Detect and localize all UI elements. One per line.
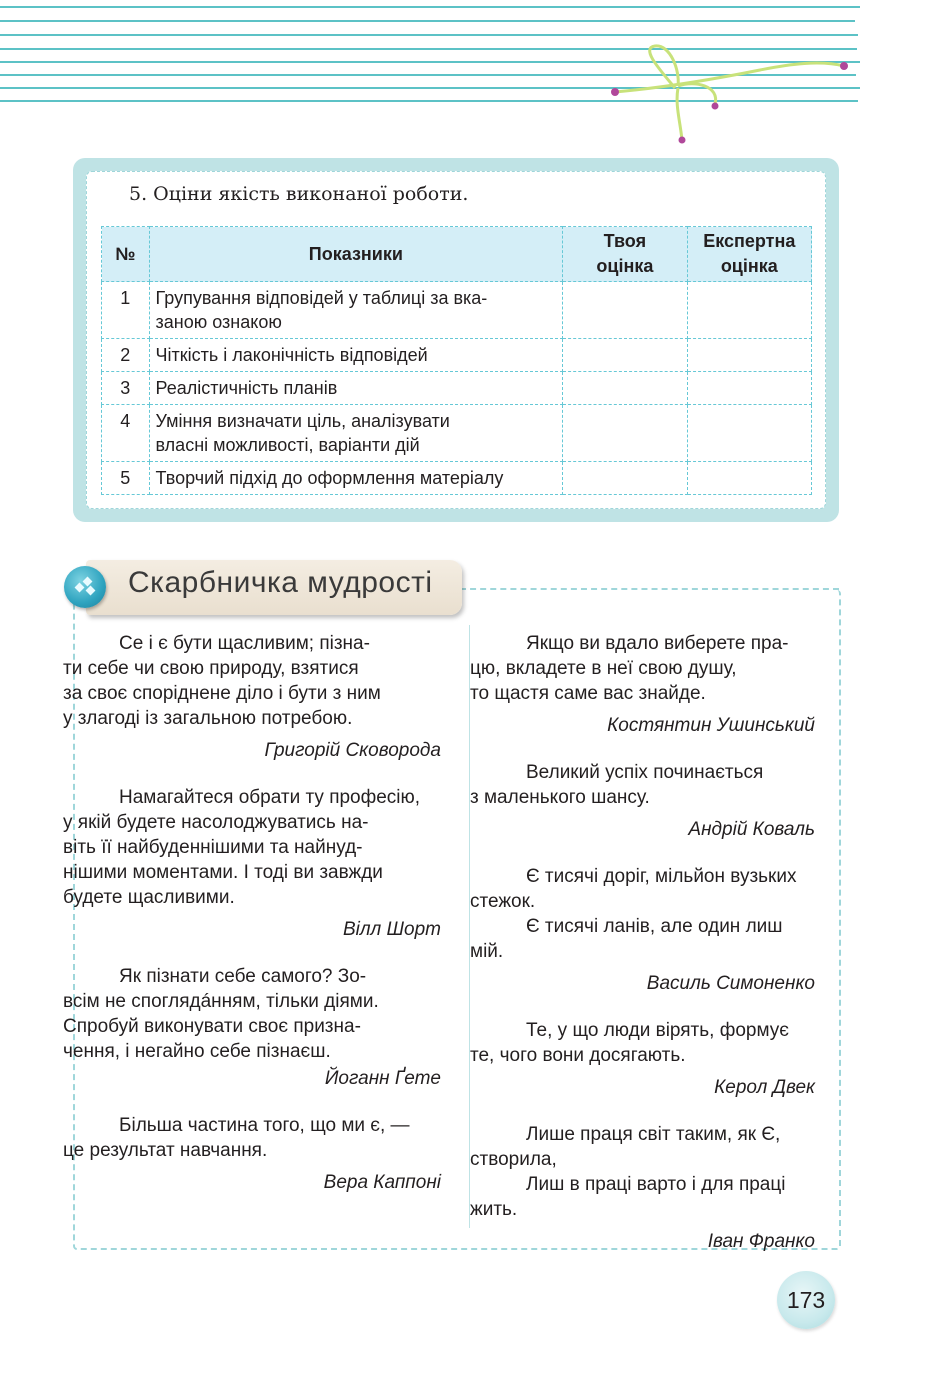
quote-line: те, чого вони досягають. bbox=[470, 1045, 686, 1066]
quote-line: чення, і негайно себе пізнаєш. bbox=[63, 1041, 331, 1062]
quote-author: Керол Двек bbox=[714, 1077, 815, 1098]
quote-author: Андрій Коваль bbox=[688, 819, 815, 840]
quote-line: жить. bbox=[470, 1199, 518, 1220]
quote-line: то щастя саме вас знайде. bbox=[470, 683, 706, 704]
quote bbox=[63, 785, 441, 942]
row-number: 4 bbox=[102, 405, 150, 462]
quote-author: Йоганн Ґете bbox=[324, 1068, 441, 1089]
row-indicator bbox=[149, 282, 563, 339]
quote-line: нішими моментами. І тоді ви завжди bbox=[63, 862, 383, 883]
wisdom-frame-top bbox=[460, 588, 839, 590]
quote bbox=[63, 631, 441, 763]
row-number: 2 bbox=[102, 339, 150, 372]
quote bbox=[470, 1018, 815, 1100]
expert-score-cell[interactable] bbox=[687, 372, 811, 405]
row-indicator: Творчий підхід до оформлення матеріалу bbox=[149, 462, 563, 495]
quote-line: з маленького шансу. bbox=[470, 787, 650, 808]
quote-line: Те, у що люди вірять, формує bbox=[526, 1020, 789, 1041]
page-number: 173 bbox=[777, 1271, 835, 1329]
quote-text bbox=[470, 760, 815, 810]
quote bbox=[470, 1122, 815, 1254]
expert-score-cell[interactable] bbox=[687, 405, 811, 462]
quote-author: Костянтин Ушинський bbox=[607, 715, 815, 736]
quote-line: Лиш в праці варто і для праці bbox=[526, 1174, 786, 1195]
header-expert-line1: Експертна bbox=[703, 231, 796, 251]
quote-line: у якій будете насолоджуватись на- bbox=[63, 812, 369, 833]
quote-author: Вера Каппоні bbox=[323, 1172, 441, 1193]
quote-line: Є тисячі ланів, але один лиш bbox=[526, 916, 783, 937]
quote-text bbox=[63, 1113, 441, 1163]
quote-line: віть її найбуденнішими та найнуд- bbox=[63, 837, 363, 858]
own-score-cell[interactable] bbox=[563, 462, 687, 495]
indicator-line: Уміння визначати ціль, аналізувати bbox=[155, 411, 450, 431]
row-indicator: Реалістичність планів bbox=[149, 372, 563, 405]
wisdom-title: Скарбничка мудрості bbox=[128, 566, 433, 599]
quote-line: Більша частина того, що ми є, — bbox=[119, 1115, 410, 1136]
quote-text bbox=[470, 631, 815, 706]
rating-table bbox=[101, 226, 812, 495]
table-row bbox=[102, 462, 812, 495]
row-number: 3 bbox=[102, 372, 150, 405]
quote bbox=[63, 964, 441, 1091]
quote-author: Григорій Сковорода bbox=[264, 740, 441, 761]
table-row bbox=[102, 372, 812, 405]
quote-text bbox=[470, 1122, 815, 1172]
indicator-line: заною ознакою bbox=[155, 312, 282, 332]
header-own-score bbox=[563, 227, 687, 282]
quote-text bbox=[470, 914, 815, 964]
own-score-cell[interactable] bbox=[563, 372, 687, 405]
quote-line: Великий успіх починається bbox=[526, 762, 764, 783]
expert-score-cell[interactable] bbox=[687, 282, 811, 339]
row-indicator bbox=[149, 405, 563, 462]
quote-line: створила, bbox=[470, 1149, 557, 1170]
indicator-line: Групування відповідей у таблиці за вка- bbox=[155, 288, 488, 308]
quote bbox=[470, 631, 815, 738]
quotes-left-column bbox=[63, 631, 441, 1217]
own-score-cell[interactable] bbox=[563, 405, 687, 462]
header-indicators: Показники bbox=[149, 227, 563, 282]
header-own-line2: оцінка bbox=[596, 256, 654, 276]
own-score-cell[interactable] bbox=[563, 282, 687, 339]
expert-score-cell[interactable] bbox=[687, 462, 811, 495]
header-number: № bbox=[102, 227, 150, 282]
indicator-line: власні можливості, варіанти дій bbox=[155, 435, 420, 455]
quote-line: стежок. bbox=[470, 891, 536, 912]
quote-text bbox=[63, 631, 441, 731]
quote-author: Василь Симоненко bbox=[646, 973, 815, 994]
own-score-cell[interactable] bbox=[563, 339, 687, 372]
quote-author: Вілл Шорт bbox=[342, 919, 441, 940]
expert-score-cell[interactable] bbox=[687, 339, 811, 372]
quote bbox=[470, 760, 815, 842]
task-title: 5. Оціни якість виконаної роботи. bbox=[129, 183, 469, 205]
header-expert-score bbox=[687, 227, 811, 282]
column-divider bbox=[469, 625, 470, 1228]
header-expert-line2: оцінка bbox=[720, 256, 778, 276]
wisdom-gem-icon bbox=[64, 566, 106, 608]
quote-text bbox=[63, 785, 441, 910]
table-row bbox=[102, 405, 812, 462]
quote bbox=[63, 1113, 441, 1195]
quote-line: Якщо ви вдало виберете пра- bbox=[526, 633, 789, 654]
table-row bbox=[102, 282, 812, 339]
quote-line: всім не споглядáнням, тільки діями. bbox=[63, 991, 379, 1012]
quote-line: Спробуй виконувати своє призна- bbox=[63, 1016, 361, 1037]
quote-line: цю, вкладете в неї свою душу, bbox=[470, 658, 737, 679]
quote-line: у злагоді із загальною потребою. bbox=[63, 708, 353, 729]
quote bbox=[470, 864, 815, 996]
quote-author: Іван Франко bbox=[707, 1231, 815, 1252]
table-header-row bbox=[102, 227, 812, 282]
ribbon-bow-icon bbox=[600, 40, 860, 150]
quote-line: Як пізнати себе самого? Зо- bbox=[119, 966, 367, 987]
table-row bbox=[102, 339, 812, 372]
quote-text bbox=[470, 864, 815, 914]
quote-line: ти себе чи свою природу, взятися bbox=[63, 658, 359, 679]
quote-line: Є тисячі доріг, мільйон вузьких bbox=[526, 866, 797, 887]
quote-line: Намагайтеся обрати ту професію, bbox=[119, 787, 421, 808]
quote-line: Се і є бути щасливим; пізна- bbox=[119, 633, 370, 654]
quote-line: будете щасливими. bbox=[63, 887, 235, 908]
row-indicator: Чіткість і лаконічність відповідей bbox=[149, 339, 563, 372]
header-own-line1: Твоя bbox=[603, 231, 647, 251]
row-number: 5 bbox=[102, 462, 150, 495]
quote-line: Лише праця світ таким, як Є, bbox=[526, 1124, 781, 1145]
quote-line: мій. bbox=[470, 941, 504, 962]
quote-line: за своє споріднене діло і бути з ним bbox=[63, 683, 381, 704]
row-number: 1 bbox=[102, 282, 150, 339]
quote-text bbox=[63, 964, 441, 1064]
quote-text bbox=[470, 1172, 815, 1222]
quote-line: це результат навчання. bbox=[63, 1140, 268, 1161]
quote-text bbox=[470, 1018, 815, 1068]
quotes-right-column bbox=[470, 631, 815, 1276]
